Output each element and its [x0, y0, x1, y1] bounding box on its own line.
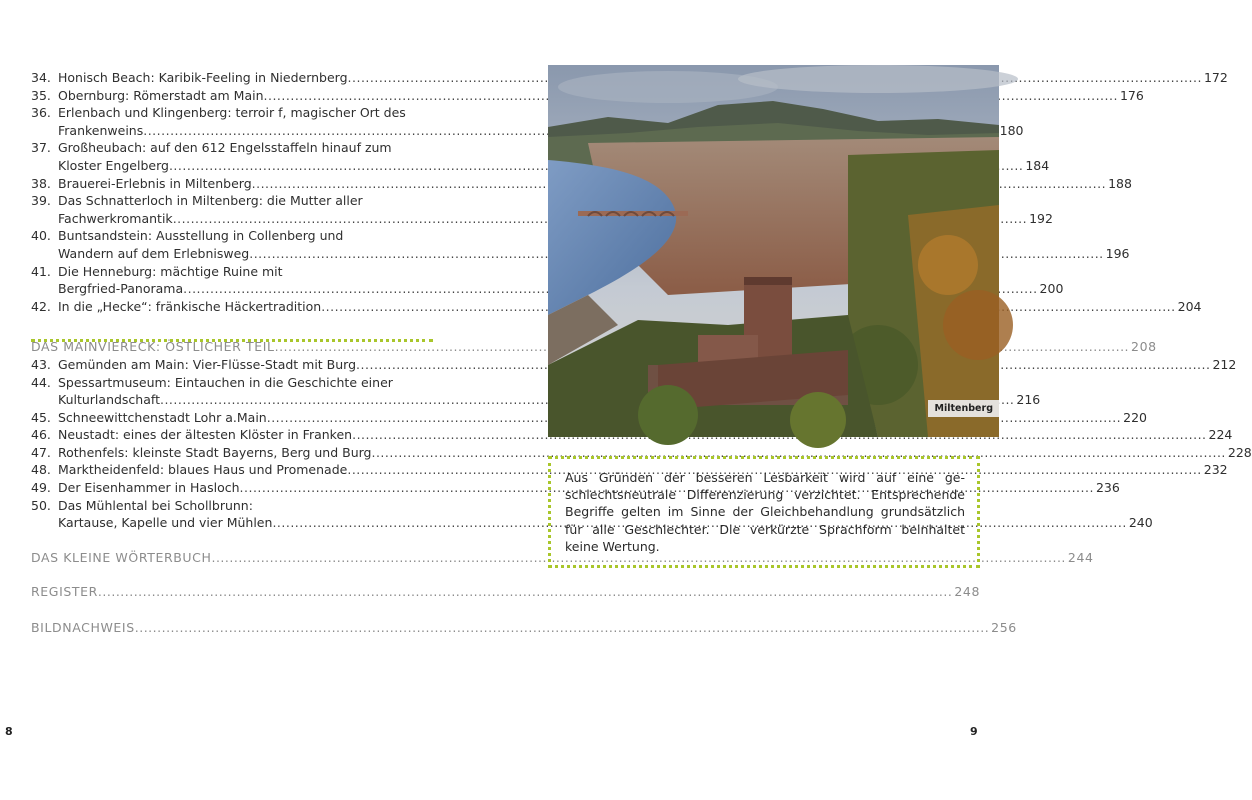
entry-page: 216 [1016, 392, 1041, 408]
entry-number: 35. [31, 87, 51, 103]
toc-entry-line [31, 69, 1228, 87]
toc-entry-line [31, 87, 1144, 105]
dotted-divider [31, 339, 433, 342]
entry-number: 43. [31, 356, 51, 372]
entry-title: Buntsandstein: Ausstellung in Collenberg und [58, 228, 344, 244]
entry-title: Neustadt: eines der ältesten Klöster in Franken [58, 427, 353, 443]
entry-title: Brauerei-Erlebnis in Miltenberg [58, 175, 252, 191]
notice-text: Aus Gründen der besseren Lesbarkeit wird auf eine geschlechtsneutrale Differenzierung verzichtet. Entsprechende Begriffe gelten im Sinne der Gleichbehandlung grundsätzlich für alle Geschlechter. Die verkürzte Sprachform beinhaltet keine Wertung. [565, 470, 965, 554]
photo-caption: Miltenberg [928, 400, 999, 417]
entry-page: 236 [1095, 480, 1120, 496]
entry-title: Honisch Beach: Karibik-Feeling in Niedernberg [58, 70, 348, 85]
toc-entry-continuation [31, 210, 1053, 228]
entry-page: 232 [1203, 462, 1228, 478]
entry-title: Bergfried-Panorama [58, 281, 184, 297]
toc-entry-line [31, 409, 1148, 427]
entry-title: Marktheidenfeld: blaues Haus und Promenade [58, 462, 348, 478]
toc-entry-continuation [31, 157, 1050, 175]
toc-entry[interactable] [31, 139, 1050, 174]
toc-entry[interactable] [31, 263, 1064, 298]
entry-page: 192 [1029, 210, 1053, 226]
toc-entry[interactable] [31, 409, 1148, 427]
toc-entry[interactable] [31, 192, 1053, 227]
toc-entry[interactable] [31, 175, 1132, 193]
toc-entry-line [31, 192, 433, 210]
entry-title: Kloster Engelberg [58, 157, 169, 173]
entry-number: 44. [31, 374, 51, 390]
entry-title: Gemünden am Main: Vier-Flüsse-Stadt mit Burg [58, 356, 357, 372]
toc-entry[interactable] [31, 479, 1120, 497]
toc-entry[interactable] [31, 356, 1237, 374]
entry-number: 50. [31, 497, 51, 513]
entry-title: Der Eisenhammer in Hasloch [58, 480, 240, 496]
notice-box [548, 456, 980, 568]
section-title: DAS MAINVIERECK: ÖSTLICHER TEIL [31, 339, 275, 355]
entry-title: Spessartmuseum: Eintauchen in die Geschichte einer [58, 374, 393, 390]
aerial-landscape-illustration [548, 65, 999, 437]
toc-entry-line [31, 139, 433, 157]
entry-number: 45. [31, 409, 51, 425]
toc-entry-line [31, 444, 1252, 462]
section-page: 256 [991, 620, 1017, 636]
section-title: DAS KLEINE WÖRTERBUCH [31, 549, 212, 565]
toc-entry[interactable] [31, 227, 1130, 262]
toc-entry-line [31, 356, 1237, 374]
entry-page: 200 [1039, 281, 1064, 297]
toc-section-bildnachweis[interactable] [31, 619, 1017, 637]
section-page: 244 [1067, 549, 1094, 565]
page-number-left: 8 [5, 725, 13, 738]
toc-entry-continuation [31, 280, 1064, 298]
entry-title: Das Mühlental bei Schollbrunn: [58, 497, 253, 513]
toc-entry-line [31, 175, 1132, 193]
entry-title: Obernburg: Römerstadt am Main [58, 87, 264, 103]
entry-number: 42. [31, 298, 51, 314]
toc-entry[interactable] [31, 426, 1233, 444]
entry-number: 40. [31, 228, 51, 244]
toc-entry-continuation [31, 514, 1153, 532]
entry-page: 204 [1177, 298, 1202, 314]
entry-page: 188 [1108, 175, 1132, 191]
entry-title: Rothenfels: kleinste Stadt Bayerns, Berg und Burg [58, 444, 372, 460]
toc-entry-line [31, 479, 1120, 497]
entry-title: Schneewittchenstadt Lohr a.Main [58, 409, 267, 425]
toc-entry[interactable] [31, 104, 1024, 139]
entry-number: 48. [31, 462, 51, 478]
entry-title: Kulturlandschaft [58, 392, 160, 408]
entry-page: 196 [1105, 245, 1130, 261]
entry-number: 41. [31, 263, 51, 279]
entry-title: Kartause, Kapelle und vier Mühlen [58, 515, 273, 531]
toc-group-1 [31, 69, 1228, 315]
entry-title: Die Henneburg: mächtige Ruine mit [58, 263, 283, 279]
entry-title: Frankenweins [58, 122, 144, 138]
toc-entry-line [31, 298, 1202, 316]
entry-title: Das Schnatterloch in Miltenberg: die Mutter aller [58, 193, 363, 209]
toc-entry-continuation [31, 245, 1130, 263]
toc-entry-line [31, 227, 433, 245]
toc-section-register[interactable] [31, 583, 981, 601]
page-number-right: 9 [970, 725, 978, 738]
toc-entry[interactable] [31, 461, 1228, 479]
entry-page: 224 [1208, 427, 1233, 443]
section-title: REGISTER [31, 584, 98, 600]
entry-number: 39. [31, 193, 51, 209]
toc-entry[interactable] [31, 497, 1153, 532]
entry-title: Wandern auf dem Erlebnisweg [58, 245, 250, 261]
toc-entry[interactable] [31, 87, 1144, 105]
toc-entry-line [31, 497, 433, 515]
entry-number: 47. [31, 444, 51, 460]
section-title: BILDNACHWEIS [31, 620, 135, 636]
entry-page: 180 [999, 122, 1024, 138]
entry-page: 176 [1119, 87, 1144, 103]
entry-page: 220 [1123, 409, 1148, 425]
toc-entry-line [31, 374, 433, 392]
right-page [500, 0, 1000, 800]
toc-entry[interactable] [31, 69, 1228, 87]
toc-entry-continuation [31, 122, 1024, 140]
entry-title: Erlenbach und Klingenberg: terroir f, magischer Ort des [58, 105, 406, 121]
toc-entry-line [31, 104, 433, 122]
toc-entry-line [31, 263, 433, 281]
entry-title: Großheubach: auf den 612 Engelsstaffeln hinauf zum [58, 140, 392, 156]
entry-number: 49. [31, 480, 51, 496]
entry-number: 38. [31, 175, 51, 191]
entry-page: 184 [1025, 157, 1050, 173]
entry-page: 212 [1212, 356, 1237, 372]
toc-section-woerterbuch[interactable] [31, 549, 1094, 567]
toc-entry-line [31, 426, 1233, 444]
entry-title: In die „Hecke“: fränkische Häckertradition [58, 298, 322, 314]
entry-title: Fachwerkromantik [58, 210, 173, 226]
entry-page: 240 [1128, 515, 1153, 531]
miltenberg-photo [548, 65, 999, 437]
toc-entry[interactable] [31, 444, 1252, 462]
section-page: 208 [1131, 339, 1157, 355]
entry-number: 46. [31, 427, 51, 443]
entry-number: 36. [31, 105, 51, 121]
toc-entry[interactable] [31, 298, 1202, 316]
entry-number: 37. [31, 140, 51, 156]
toc-entry-line [31, 461, 1228, 479]
entry-page: 172 [1203, 70, 1228, 85]
entry-number: 34. [31, 70, 51, 85]
entry-page: 228 [1227, 444, 1252, 460]
section-page: 248 [954, 584, 981, 600]
